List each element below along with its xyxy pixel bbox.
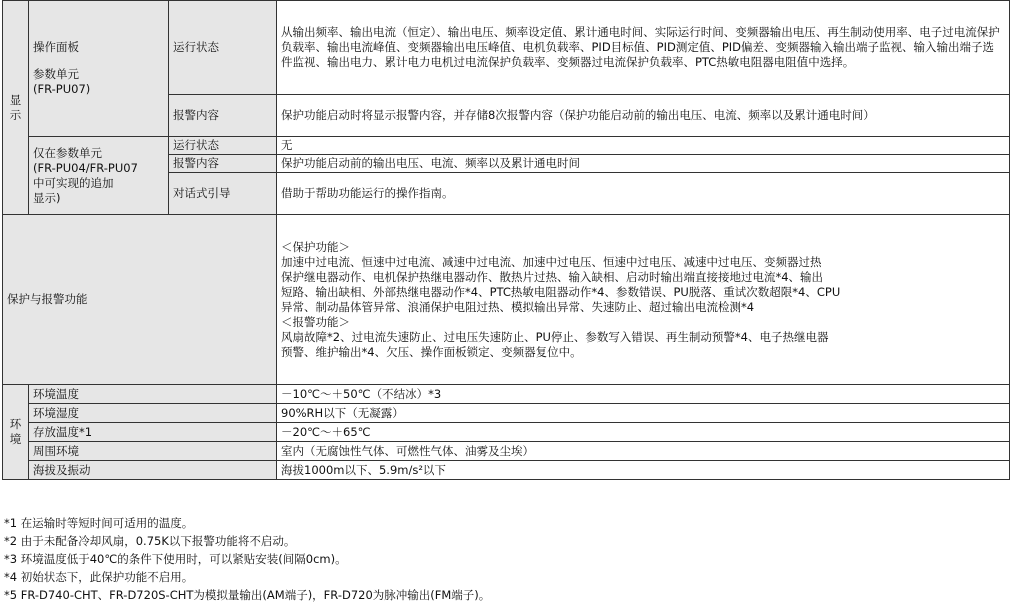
display-category-char: 显 (9, 92, 22, 107)
display-category-cell (3, 1, 29, 215)
panel-group-line: (FR-PU07) (33, 82, 91, 96)
row-value: 保护功能启动前的输出电压、电流、频率以及累计通电时间 (277, 155, 1010, 173)
environment-category-cell (3, 385, 29, 480)
pu-group-line: 仅在参数单元 (33, 145, 102, 160)
table-row (3, 442, 1010, 461)
protection-line: 预警、维护输出*4、欠压、操作面板锁定、变频器复位中。 (281, 344, 582, 359)
environment-category-char: 环 (9, 417, 22, 431)
protection-line: 异常、制动晶体管异常、浪涌保护电阻过热、模拟输出异常、失速防止、超过输出电流检测*4 (281, 299, 755, 314)
row-label: 运行状态 (169, 1, 277, 95)
row-value: 90%RH以下（无凝露） (277, 404, 1010, 423)
row-label: 报警内容 (169, 155, 277, 173)
row-value: 无 (277, 137, 1010, 155)
footnotes (4, 514, 490, 604)
panel-group-cell (29, 1, 169, 137)
footnote: *1 在运输时等短时间可适用的温度。 (4, 516, 194, 530)
row-label: 海拔及振动 (29, 461, 277, 480)
protection-label: 保护与报警功能 (3, 215, 277, 385)
footnote: *4 初始状态下，此保护功能不启用。 (4, 570, 194, 584)
footnote: *5 FR-D740-CHT、FR-D720S-CHT为模拟量输出(AM端子)，FR-D720为脉冲输出(FM端子)。 (4, 588, 491, 602)
protection-line: 加速中过电流、恒速中过电流、减速中过电流、加速中过电压、恒速中过电压、减速中过电压、变频器过热 (281, 254, 822, 269)
row-value: －10℃～＋50℃（不结冰）*3 (277, 385, 1010, 404)
table-row (3, 385, 1010, 404)
panel-group-line: 操作面板 (33, 40, 79, 54)
row-label: 环境温度 (29, 385, 277, 404)
protection-value (277, 215, 1010, 385)
table-row (3, 404, 1010, 423)
table-row (3, 423, 1010, 442)
protection-line: 保护继电器动作、电机保护热继电器动作、散热片过热、输入缺相、启动时输出端直接接地过电流*4、输出 (281, 269, 824, 284)
display-category-char: 示 (9, 107, 22, 122)
pu-group-line: 中可实现的追加 (33, 175, 114, 190)
row-value: 室内（无腐蚀性气体、可燃性气体、油雾及尘埃） (277, 442, 1010, 461)
pu-group-line: 显示) (33, 190, 61, 205)
row-value: 海拔1000m以下、5.9m/s²以下 (277, 461, 1010, 480)
protection-line: ＜报警功能＞ (281, 314, 350, 329)
row-value: －20℃～＋65℃ (277, 423, 1010, 442)
row-value: 从输出频率、输出电流（恒定）、输出电压、频率设定值、累计通电时间、实际运行时间、变频器输出电压、再生制动使用率、电子过电流保护负载率、输出电流峰值、变频器输出电压峰值、电机负载率、PID目标值、PID测定值、PID偏差、变频器输入输出端子监视、输入输出端子选件监视、输出电力、累计电力电机过电流保护负载率、变频器过电流保护负载率、PTC热敏电阻器电阻值中选择。 (277, 1, 1010, 95)
row-label: 环境湿度 (29, 404, 277, 423)
table-row (3, 215, 1010, 385)
protection-line: 风扇故障*2、过电流失速防止、过电压失速防止、PU停止、参数写入错误、再生制动预警*4、电子热继电器 (281, 329, 829, 344)
protection-line: ＜保护功能＞ (281, 239, 350, 254)
row-label: 存放温度*1 (29, 423, 277, 442)
row-value: 借助于帮助功能运行的操作指南。 (277, 173, 1010, 215)
protection-line: 短路、输出缺相、外部热继电器动作*4、PTC热敏电阻器动作*4、参数错误、PU脱落、重试次数超限*4、CPU (281, 284, 841, 299)
panel-group-line: 参数单元 (33, 67, 79, 81)
row-label: 周围环境 (29, 442, 277, 461)
footnote: *3 环境温度低于40℃的条件下使用时，可以紧贴安装(间隔0cm)。 (4, 552, 347, 566)
environment-category-char: 境 (9, 432, 22, 446)
spec-table (2, 0, 1010, 480)
row-label: 报警内容 (169, 95, 277, 137)
table-row (3, 461, 1010, 480)
row-label: 对话式引导 (169, 173, 277, 215)
row-value: 保护功能启动时将显示报警内容，并存储8次报警内容（保护功能启动前的输出电压、电流、频率以及累计通电时间） (277, 95, 1010, 137)
table-row (3, 137, 1010, 155)
row-label: 运行状态 (169, 137, 277, 155)
pu-group-cell (29, 137, 169, 215)
footnote: *2 由于未配备冷却风扇，0.75K以下报警功能将不启动。 (4, 534, 296, 548)
table-row (3, 1, 1010, 95)
pu-group-line: (FR-PU04/FR-PU07 (33, 160, 138, 175)
